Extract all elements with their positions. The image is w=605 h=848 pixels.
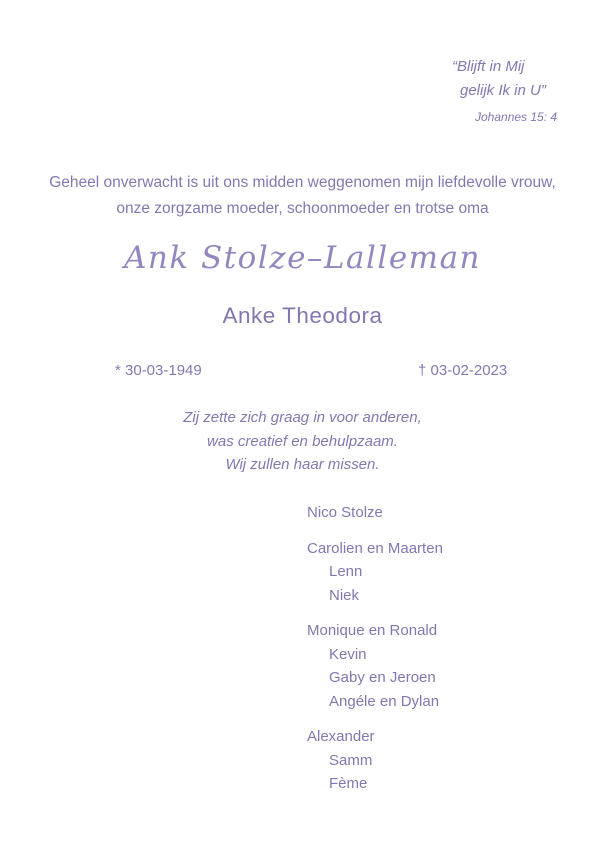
quote-line: gelijk Ik in U” xyxy=(460,82,546,99)
deceased-given-names: Anke Theodora xyxy=(222,303,383,328)
family-group xyxy=(307,619,443,713)
family-group xyxy=(307,725,443,796)
family-member-name: Carolien en Maarten xyxy=(307,539,443,557)
bible-quote xyxy=(452,55,557,129)
deceased-name-script: Ank Stolze–Lalleman xyxy=(123,240,482,276)
family-member-name: Lenn xyxy=(329,563,363,580)
tribute-line: Wij zullen haar missen. xyxy=(225,456,380,473)
quote-line: “Blijft in Mij xyxy=(452,58,525,75)
tribute-line: Zij zette zich graag in voor anderen, xyxy=(183,409,422,426)
family-member-name: Fème xyxy=(329,775,368,792)
family-member-name: Monique en Ronald xyxy=(307,622,438,639)
family-member-name: Alexander xyxy=(307,728,375,745)
family-group xyxy=(307,537,443,608)
family-member-name: Gaby en Jeroen xyxy=(329,669,436,686)
family-names-list xyxy=(307,501,443,808)
family-member-name: Angéle en Dylan xyxy=(329,692,440,710)
announcement-text xyxy=(0,170,605,221)
death-date: † 03-02-2023 xyxy=(418,362,508,379)
birth-date: * 30-03-1949 xyxy=(115,362,202,379)
family-group xyxy=(307,501,443,525)
announcement-line: onze zorgzame moeder, schoonmoeder en trotse oma xyxy=(116,199,489,217)
tribute-verse xyxy=(0,406,605,477)
announcement-line: Geheel onverwacht is uit ons midden weggenomen mijn liefdevolle vrouw, xyxy=(49,174,556,191)
quote-reference: Johannes 15: 4 xyxy=(475,110,558,124)
family-member-name: Kevin xyxy=(329,645,367,663)
tribute-line: was creatief en behulpzaam. xyxy=(207,432,398,450)
family-member-name: Niek xyxy=(329,586,360,604)
family-member-name: Nico Stolze xyxy=(307,504,383,521)
family-member-name: Samm xyxy=(329,751,373,769)
